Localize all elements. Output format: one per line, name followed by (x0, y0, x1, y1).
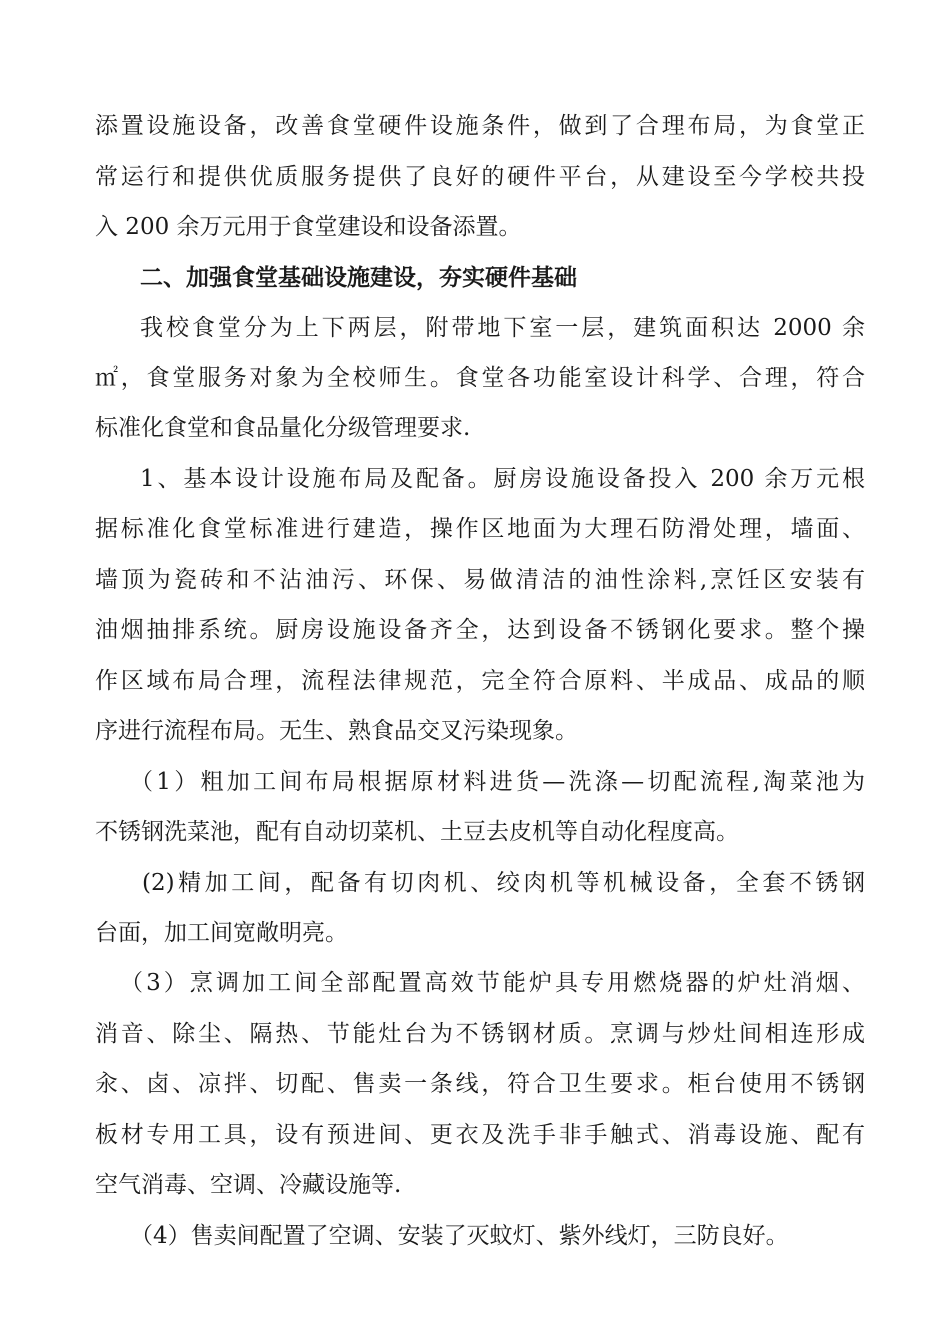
body-text-line: 1、基本设计设施布局及配备。厨房设施设备投入 200 余万元根 (140, 466, 865, 492)
body-text-line: 常运行和提供优质服务提供了良好的硬件平台，从建设至今学校共投 (95, 164, 865, 190)
body-text-line: 作区域布局合理，流程法律规范，完全符合原料、半成品、成品的顺 (95, 668, 865, 694)
body-text-line: （4）售卖间配置了空调、安装了灭蚊灯、紫外线灯，三防良好。 (130, 1223, 789, 1249)
section-heading: 二、加强食堂基础设施建设，夯实硬件基础 (140, 265, 577, 291)
body-text-line: 汆、卤、凉拌、切配、售卖一条线，符合卫生要求。柜台使用不锈钢 (95, 1071, 865, 1097)
body-text-line: 油烟抽排系统。厨房设施设备齐全，达到设备不锈钢化要求。整个操 (95, 617, 865, 643)
body-text-line: （3）烹调加工间全部配置高效节能炉具专用燃烧器的炉灶消烟、 (120, 970, 865, 996)
body-text-line: ㎡，食堂服务对象为全校师生。食堂各功能室设计科学、合理，符合 (95, 365, 865, 391)
body-text-line: (2)精加工间，配备有切肉机、绞肉机等机械设备，全套不锈钢 (142, 870, 865, 896)
body-text-line: 入 200 余万元用于食堂建设和设备添置。 (95, 214, 522, 240)
body-text-line: 我校食堂分为上下两层，附带地下室一层，建筑面积达 2000 余 (140, 315, 865, 341)
body-text-line: 据标准化食堂标准进行建造，操作区地面为大理石防滑处理，墙面、 (95, 516, 865, 542)
body-text-line: 板材专用工具，设有预进间、更衣及洗手非手触式、消毒设施、配有 (95, 1122, 865, 1148)
body-text-line: 不锈钢洗菜池，配有自动切菜机、土豆去皮机等自动化程度高。 (95, 819, 739, 845)
body-text-line: 序进行流程布局。无生、熟食品交叉污染现象。 (95, 718, 578, 744)
body-text-line: （1）粗加工间布局根据原材料进货—洗涤—切配流程,淘菜池为 (130, 769, 865, 795)
body-text-line: 墙顶为瓷砖和不沾油污、环保、易做清洁的油性涂料,烹饪区安装有 (95, 567, 865, 593)
body-text-line: 空气消毒、空调、冷藏设施等. (95, 1172, 402, 1198)
body-text-line: 标准化食堂和食品量化分级管理要求. (95, 415, 471, 441)
body-text-line: 添置设施设备，改善食堂硬件设施条件，做到了合理布局，为食堂正 (95, 113, 865, 139)
body-text-line: 消音、除尘、隔热、节能灶台为不锈钢材质。烹调与炒灶间相连形成 (95, 1021, 865, 1047)
body-text-line: 台面，加工间宽敞明亮。 (95, 920, 348, 946)
